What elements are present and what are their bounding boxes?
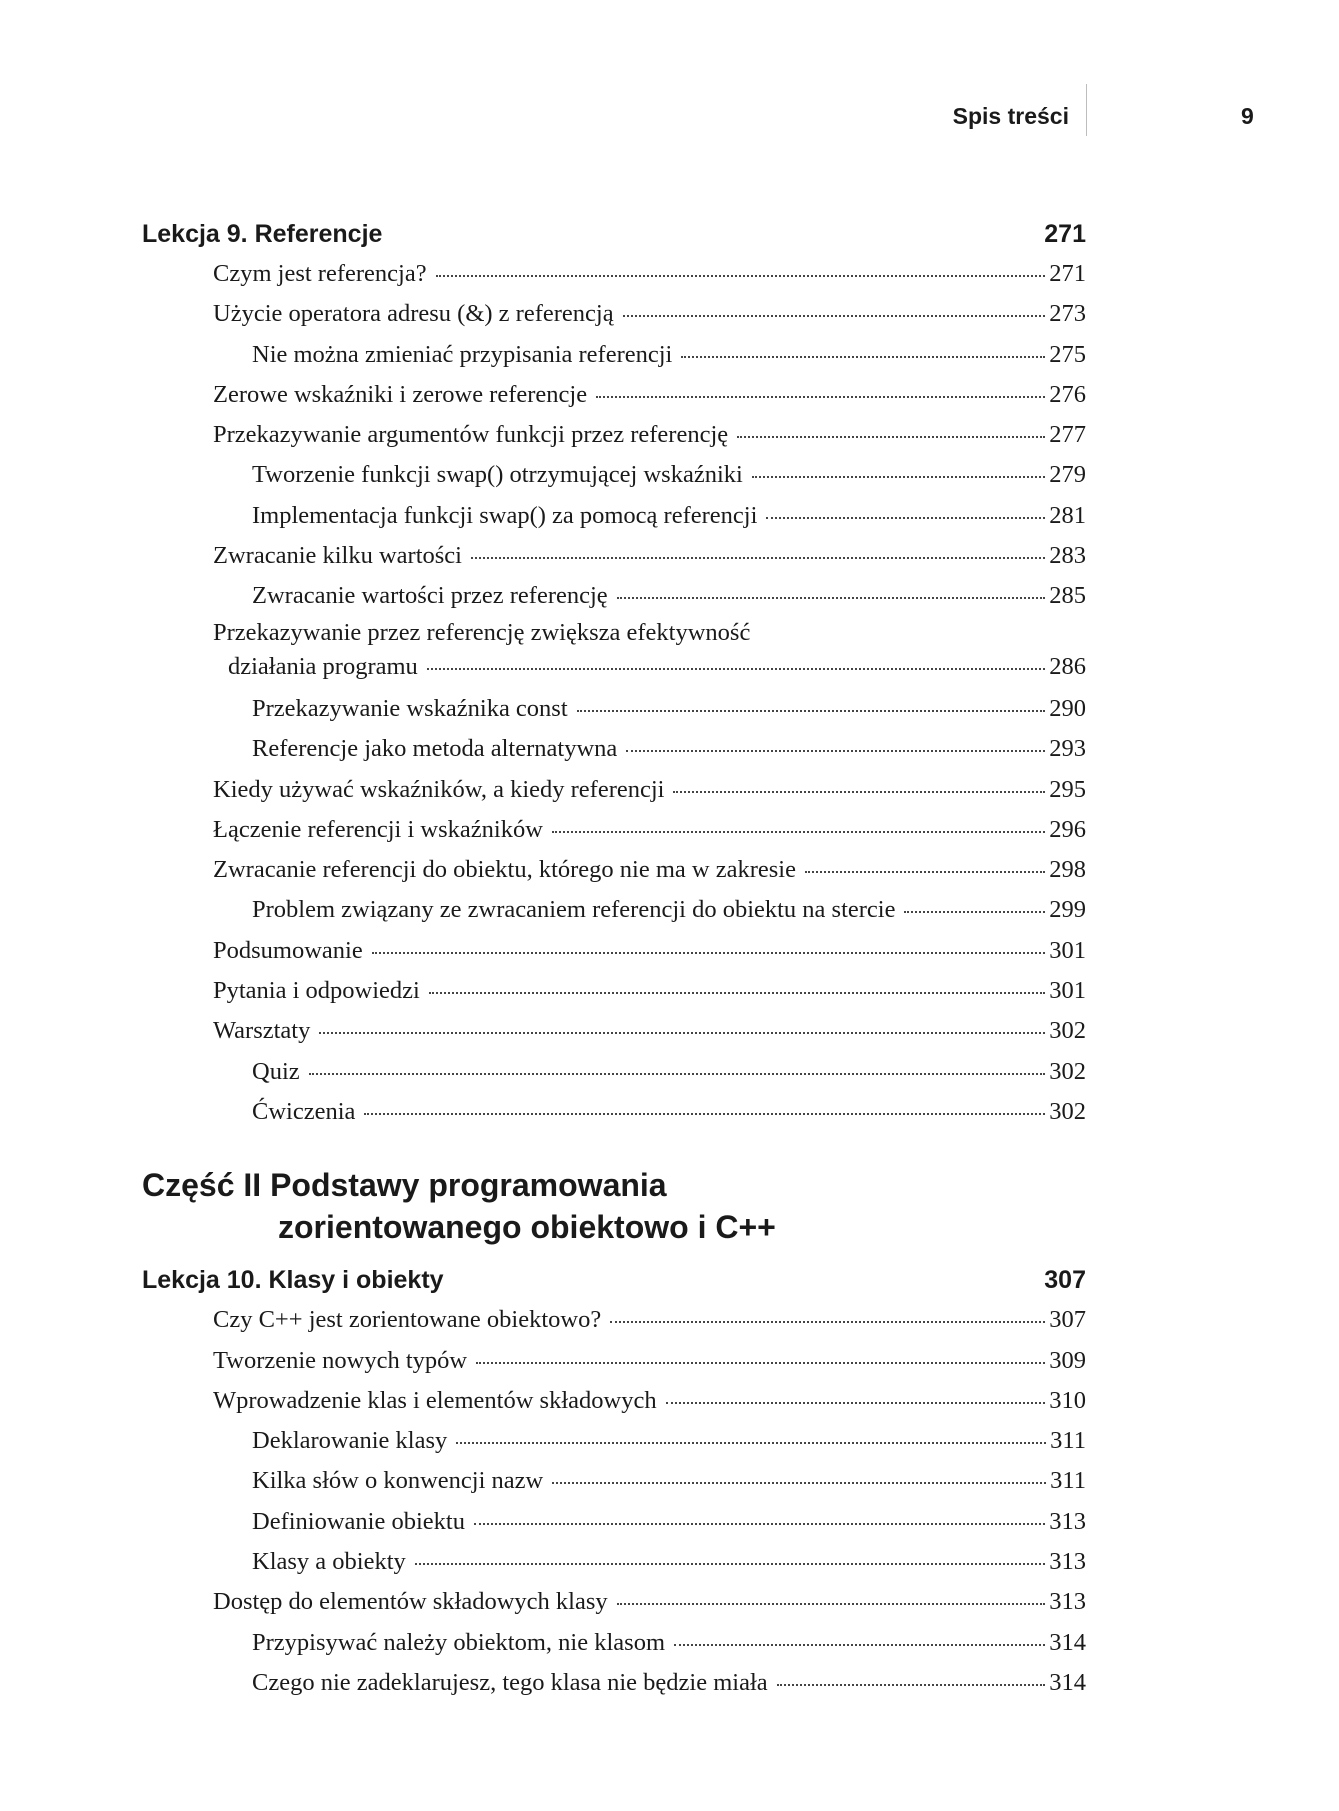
toc-entry-page: 314 — [1049, 1628, 1086, 1656]
toc-entry — [142, 375, 1086, 415]
toc-entry-page: 311 — [1050, 1467, 1086, 1495]
toc-entry — [142, 1623, 1086, 1663]
dot-leader — [456, 1441, 1046, 1444]
toc-entry-page: 313 — [1049, 1548, 1086, 1576]
toc-entry-page: 301 — [1049, 977, 1086, 1005]
toc-entry — [142, 931, 1086, 971]
toc-entry — [142, 254, 1086, 294]
dot-leader — [617, 596, 1046, 599]
chapter-page: 271 — [1044, 220, 1086, 248]
toc-entry-page: 296 — [1049, 815, 1086, 843]
dot-leader — [737, 435, 1045, 438]
toc-entry-page: 277 — [1049, 421, 1086, 449]
toc-entry-title: Zwracanie kilku wartości — [213, 542, 462, 570]
toc-entry — [142, 1092, 1086, 1132]
toc-entry-title: Czy C++ jest zorientowane obiektowo? — [213, 1306, 602, 1334]
toc-entry-title: Przekazywanie przez referencję zwiększa efektywność — [213, 618, 751, 646]
dot-leader — [623, 314, 1046, 317]
dot-leader — [552, 830, 1045, 833]
toc-entry-title: Zwracanie referencji do obiektu, którego nie ma w zakresie — [213, 856, 796, 884]
toc-entry-title: Referencje jako metoda alternatywna — [252, 735, 618, 763]
chapter-heading — [142, 1260, 1086, 1300]
dot-leader — [436, 274, 1046, 277]
toc-entry — [142, 335, 1086, 375]
toc-entry-title-cont: działania programu — [228, 652, 418, 680]
toc-entry-page: 309 — [1049, 1346, 1086, 1374]
dot-leader — [309, 1072, 1046, 1075]
toc-entry — [142, 1461, 1086, 1501]
toc-entry-page: 275 — [1049, 340, 1086, 368]
part-heading-line-1: Część II Podstawy programowania — [142, 1167, 667, 1204]
toc-entry — [142, 971, 1086, 1011]
toc-entry-page: 290 — [1049, 694, 1086, 722]
dot-leader — [429, 991, 1045, 994]
toc-entry-page: 310 — [1049, 1386, 1086, 1414]
dot-leader — [596, 395, 1045, 398]
toc-entry-title: Zerowe wskaźniki i zerowe referencje — [213, 380, 588, 408]
toc-entry-page: 302 — [1049, 1097, 1086, 1125]
toc-entry-title: Tworzenie nowych typów — [213, 1346, 468, 1374]
dot-leader — [476, 1361, 1045, 1364]
toc-entry-title: Problem związany ze zwracaniem referencji do obiektu na stercie — [252, 896, 896, 924]
toc-entry-page: 307 — [1049, 1306, 1086, 1334]
toc-entry-title: Kiedy używać wskaźników, a kiedy referencji — [213, 775, 665, 803]
toc-entry — [142, 496, 1086, 536]
dot-leader — [626, 749, 1045, 752]
toc-entry-title: Zwracanie wartości przez referencję — [252, 582, 608, 610]
toc-entry-page: 301 — [1049, 936, 1086, 964]
dot-leader — [805, 870, 1045, 873]
toc-entry-page: 299 — [1049, 896, 1086, 924]
toc-entry-title: Implementacja funkcji swap() za pomocą referencji — [252, 501, 758, 529]
toc-entry-page: 281 — [1049, 501, 1086, 529]
toc-entry — [142, 890, 1086, 930]
toc-entry-title: Quiz — [252, 1057, 300, 1085]
toc-entry-page: 302 — [1049, 1057, 1086, 1085]
toc-entry — [142, 1300, 1086, 1340]
toc-entry — [142, 689, 1086, 729]
dot-leader — [766, 516, 1045, 519]
chapter-heading — [142, 214, 1086, 254]
toc-entry — [142, 729, 1086, 769]
toc-entry-title: Nie można zmieniać przypisania referencji — [252, 340, 673, 368]
dot-leader — [415, 1562, 1045, 1565]
chapter-page: 307 — [1044, 1266, 1086, 1295]
toc-entry — [142, 1502, 1086, 1542]
toc-entry — [142, 455, 1086, 495]
toc-entry-page: 298 — [1049, 856, 1086, 884]
toc-entry-title: Łączenie referencji i wskaźników — [213, 815, 543, 843]
toc-entry — [142, 850, 1086, 890]
toc-entry-page: 285 — [1049, 582, 1086, 610]
toc-entry-continuation — [142, 649, 1086, 689]
dot-leader — [673, 790, 1045, 793]
running-head-divider — [1086, 84, 1087, 136]
dot-leader — [364, 1112, 1045, 1115]
dot-leader — [752, 475, 1045, 478]
toc-entry — [142, 617, 1086, 689]
chapter-title: Lekcja 9. Referencje — [142, 220, 383, 248]
toc-entry — [142, 1421, 1086, 1461]
toc-entry-title: Definiowanie obiektu — [252, 1507, 465, 1535]
toc-entry — [142, 770, 1086, 810]
toc-entry — [142, 1011, 1086, 1051]
toc-entry-page: 273 — [1049, 300, 1086, 328]
toc-entry-title: Przekazywanie wskaźnika const — [252, 694, 568, 722]
toc-entry-page: 283 — [1049, 542, 1086, 570]
toc-entry — [142, 1663, 1086, 1703]
toc-entry-title: Pytania i odpowiedzi — [213, 977, 420, 1005]
toc-entry — [142, 294, 1086, 334]
toc-entry-page: 286 — [1049, 652, 1086, 680]
toc-entry-title: Czym jest referencja? — [213, 260, 427, 287]
page-number: 9 — [1241, 103, 1254, 129]
toc-entry-title: Ćwiczenia — [252, 1097, 356, 1125]
dot-leader — [617, 1602, 1046, 1605]
toc-entry-page: 302 — [1049, 1017, 1086, 1045]
toc-entry-page: 311 — [1050, 1427, 1086, 1455]
dot-leader — [319, 1031, 1045, 1034]
toc-entry-title: Przekazywanie argumentów funkcji przez referencję — [213, 421, 729, 449]
toc-entry — [142, 1341, 1086, 1381]
toc-entry-title: Klasy a obiekty — [252, 1548, 406, 1576]
toc-entry-page: 313 — [1049, 1588, 1086, 1616]
dot-leader — [904, 910, 1045, 913]
toc-section-lesson-10 — [142, 1260, 1086, 1703]
toc-entry-page: 271 — [1049, 260, 1086, 287]
table-of-contents — [142, 214, 1086, 1703]
toc-entry-title: Warsztaty — [213, 1017, 311, 1045]
dot-leader — [372, 951, 1046, 954]
dot-leader — [474, 1522, 1045, 1525]
toc-entry-title: Dostęp do elementów składowych klasy — [213, 1588, 608, 1616]
dot-leader — [777, 1683, 1046, 1686]
toc-entry-page: 279 — [1049, 461, 1086, 489]
toc-entry — [142, 415, 1086, 455]
dot-leader — [610, 1320, 1045, 1323]
toc-entry-title: Tworzenie funkcji swap() otrzymującej wskaźniki — [252, 461, 743, 489]
toc-entry-title: Użycie operatora adresu (&) z referencją — [213, 300, 614, 328]
toc-section-lesson-9 — [142, 214, 1086, 1132]
dot-leader — [471, 556, 1045, 559]
part-heading-line-2: zorientowanego obiektowo i C++ — [278, 1209, 776, 1246]
part-heading — [142, 1164, 1086, 1248]
toc-entry-title: Wprowadzenie klas i elementów składowych — [213, 1386, 657, 1414]
toc-entry-page: 295 — [1049, 775, 1086, 803]
toc-entry — [142, 576, 1086, 616]
toc-entry-title: Deklarowanie klasy — [252, 1427, 448, 1455]
dot-leader — [427, 667, 1045, 670]
dot-leader — [681, 355, 1045, 358]
toc-entry — [142, 536, 1086, 576]
toc-entry-title: Czego nie zadeklarujesz, tego klasa nie będzie miała — [252, 1668, 768, 1696]
toc-entry — [142, 810, 1086, 850]
running-head — [0, 102, 1339, 142]
toc-entry-page: 313 — [1049, 1507, 1086, 1535]
dot-leader — [674, 1643, 1045, 1646]
toc-entry-page: 276 — [1049, 380, 1086, 408]
dot-leader — [666, 1401, 1046, 1404]
dot-leader — [577, 709, 1046, 712]
dot-leader — [552, 1481, 1046, 1484]
toc-entry — [142, 1582, 1086, 1622]
toc-entry-page: 293 — [1049, 735, 1086, 763]
running-head-title: Spis treści — [952, 103, 1069, 129]
toc-entry-page: 314 — [1049, 1668, 1086, 1696]
toc-entry — [142, 1542, 1086, 1582]
toc-entry-title: Kilka słów o konwencji nazw — [252, 1467, 544, 1495]
toc-entry — [142, 1381, 1086, 1421]
toc-entry-title: Przypisywać należy obiektom, nie klasom — [252, 1628, 665, 1656]
toc-entry-title: Podsumowanie — [213, 936, 363, 964]
chapter-title: Lekcja 10. Klasy i obiekty — [142, 1266, 444, 1295]
toc-entry — [142, 1052, 1086, 1092]
